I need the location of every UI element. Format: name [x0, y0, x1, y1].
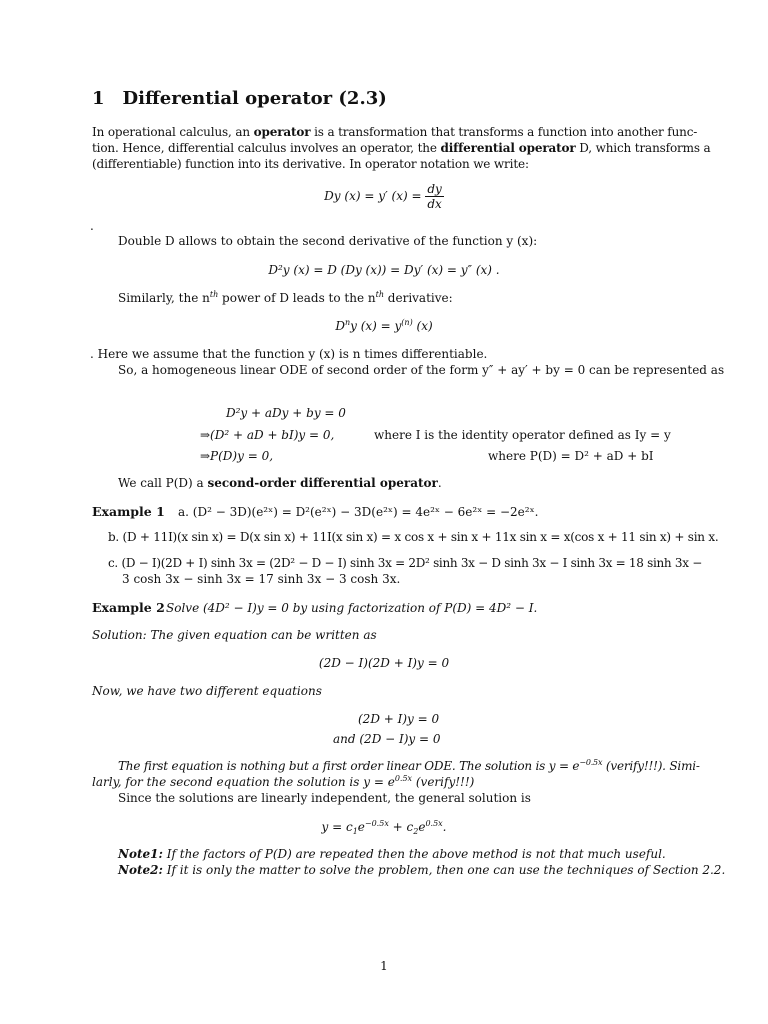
- note-1: [118, 846, 666, 862]
- homogeneous-text: So, a homogeneous linear ODE of second order of the form y″ + ay′ + by = 0 can be represented as: [118, 363, 725, 377]
- intro-text: is a transformation that transforms a function into another func-: [310, 125, 698, 139]
- assume-text: . Here we assume that the function y (x) is n times differentiable.: [90, 347, 488, 361]
- eq-subscript: 1: [352, 827, 358, 836]
- first-eq-part: larly, for the second equation the solution is y = e: [92, 775, 395, 789]
- fraction-dy-dx: [425, 182, 443, 211]
- example-2-label: Example 2: [92, 600, 165, 615]
- call-part: We call P(D) a: [118, 476, 208, 490]
- equation-two-1: (2D + I)y = 0: [358, 712, 440, 726]
- example-2-text: Solve (4D² − I)y = 0 by using factorization of P(D) = 4D² − I.: [166, 601, 538, 615]
- operator-term: operator: [253, 125, 311, 139]
- eq-part: y = c: [321, 820, 353, 834]
- now-text: Now, we have two different equations: [92, 684, 322, 698]
- eq-superscript: (n): [401, 318, 413, 327]
- system-row-1: D²y + aDy + by = 0: [226, 406, 346, 420]
- differential-operator-term: differential operator: [440, 141, 576, 155]
- system-row-2: ⇒(D² + aD + bI)y = 0,: [200, 428, 335, 442]
- double-d-text: Double D allows to obtain the second derivative of the function y (x):: [118, 234, 538, 248]
- stray-period: .: [90, 219, 94, 233]
- first-eq-part: (verify!!!): [412, 775, 475, 789]
- eq-part: e: [357, 820, 365, 834]
- intro-text: In operational calculus, an: [92, 125, 254, 139]
- fraction-denominator: dx: [427, 197, 442, 211]
- fraction-numerator: dy: [427, 182, 442, 196]
- solution-text: Solution: The given equation can be written as: [92, 628, 377, 642]
- equation-factored: (2D − I)(2D + I)y = 0: [318, 656, 450, 670]
- first-eq-line-2: [92, 774, 474, 790]
- section-number: 1: [92, 88, 105, 109]
- equation-nth-derivative: [0, 318, 768, 334]
- similarly-part: derivative:: [383, 291, 453, 305]
- superscript-th: th: [375, 290, 384, 299]
- page-number: 1: [380, 959, 388, 973]
- intro-line-3: (differentiable) function into its derivative. In operator notation we write:: [92, 157, 529, 171]
- system-row-3-note: where P(D) = D² + aD + bI: [488, 449, 654, 463]
- system-row-3: ⇒P(D)y = 0,: [200, 449, 274, 463]
- second-order-term: second-order differential operator: [207, 476, 438, 490]
- intro-text: D, which transforms a: [575, 141, 711, 155]
- note-2: [118, 862, 725, 878]
- similarly-part: Similarly, the n: [118, 291, 210, 305]
- first-eq-part: The first equation is nothing but a first order linear ODE. The solution is y = e: [118, 759, 580, 773]
- example-1-c-line-2: 3 cosh 3x − sinh 3x = 17 sinh 3x − 3 cosh 3x.: [122, 572, 401, 586]
- section-heading: [92, 88, 387, 109]
- example-1-b: b. (D + 11I)(x sin x) = D(x sin x) + 11I(x sin x) = x cos x + sin x + 11x sin x = x(cos x + 11 sin x) + sin x.: [108, 530, 719, 544]
- eq-subscript: 2: [413, 827, 419, 836]
- eq-superscript: 0.5x: [425, 819, 443, 828]
- call-text: [118, 475, 442, 491]
- since-text: Since the solutions are linearly independent, the general solution is: [118, 791, 531, 805]
- equation-dy-lhs: Dy (x) = y′ (x) =: [324, 189, 426, 203]
- intro-line-1: [92, 124, 697, 140]
- similarly-text: [118, 290, 453, 306]
- note-2-text: If it is only the matter to solve the problem, then one can use the techniques of Section 2.2.: [162, 863, 726, 877]
- note-1-label: Note1:: [118, 847, 163, 861]
- first-eq-line-1: [118, 758, 700, 774]
- similarly-part: power of D leads to the n: [218, 291, 376, 305]
- eq-part: D: [335, 319, 345, 333]
- example-1-label: Example 1: [92, 504, 165, 519]
- note-1-text: If the factors of P(D) are repeated then the above method is not that much useful.: [162, 847, 666, 861]
- eq-superscript: n: [344, 318, 351, 327]
- note-2-label: Note2:: [118, 863, 163, 877]
- eq-superscript: 0.5x: [394, 774, 413, 783]
- eq-part: e: [418, 820, 426, 834]
- equation-second-derivative: D²y (x) = D (Dy (x)) = Dy′ (x) = y″ (x) .: [268, 263, 500, 277]
- equation-dy: [0, 182, 768, 211]
- eq-part: (x): [412, 319, 433, 333]
- system-row-2-note: where I is the identity operator defined as Iy = y: [374, 428, 671, 442]
- call-part: .: [437, 476, 442, 490]
- eq-part: y (x) = y: [350, 319, 402, 333]
- equation-two-2: and (2D − I)y = 0: [333, 732, 441, 746]
- example-1-a: a. (D² − 3D)(e²ˣ) = D²(e²ˣ) − 3D(e²ˣ) = 4e²ˣ − 6e²ˣ = −2e²ˣ.: [178, 505, 539, 519]
- example-1-c-line-1: c. (D − I)(2D + I) sinh 3x = (2D² − D − I) sinh 3x = 2D² sinh 3x − D sinh 3x − I sinh 3x = 18 sinh 3x −: [108, 556, 702, 570]
- intro-line-2: [92, 140, 711, 156]
- eq-superscript: −0.5x: [579, 758, 603, 767]
- superscript-th: th: [209, 290, 219, 299]
- eq-part: .: [442, 820, 447, 834]
- equation-general-solution: [0, 819, 768, 835]
- section-title: Differential operator (2.3): [122, 88, 387, 109]
- eq-part: + c: [388, 820, 414, 834]
- eq-superscript: −0.5x: [364, 819, 389, 828]
- intro-text: tion. Hence, differential calculus involves an operator, the: [92, 141, 441, 155]
- first-eq-part: (verify!!!). Simi-: [602, 759, 700, 773]
